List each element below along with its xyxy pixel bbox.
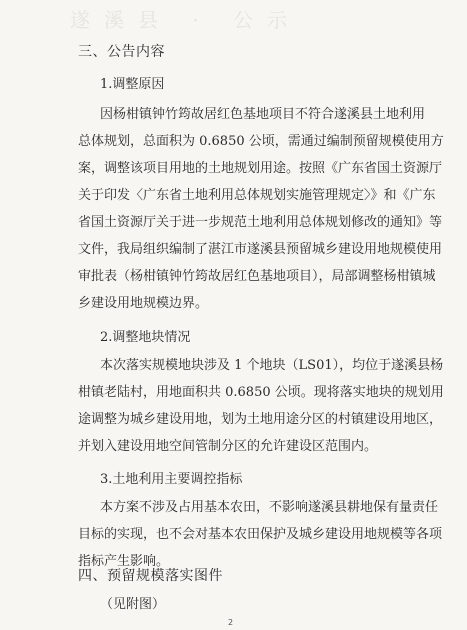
section-4-heading: 四、预留规模落实图件 [78, 568, 223, 584]
paragraph-line: 关于印发〈广东省土地利用总体规划实施管理规定〉》和《广东 [78, 188, 436, 203]
header-watermark: 遂溪县 · 公示 [70, 8, 302, 32]
paragraph-line: 因杨柑镇钟竹筠故居红色基地项目不符合遂溪县土地利用 [100, 107, 426, 122]
section-3-heading: 三、公告内容 [78, 44, 165, 60]
section-3-3-title: 3.土地利用主要调控指标 [100, 472, 243, 487]
paragraph-line: 指标产生影响。 [78, 554, 170, 569]
paragraph-line: 总体规划，总面积为 0.6850 公顷，需通过编制预留规模使用方 [78, 134, 444, 149]
section-3-2-title: 2.调整地块情况 [100, 330, 191, 345]
paragraph-line: 并划入建设用地空间管制分区的允许建设区范围内。 [78, 439, 378, 454]
section-3-1-title: 1.调整原因 [100, 77, 165, 92]
page-number: 2 [228, 618, 234, 627]
paragraph-line: 审批表（杨柑镇钟竹筠故居红色基地项目），局部调整杨柑镇城 [78, 269, 436, 284]
paragraph-line: 文件，我局组织编制了湛江市遂溪县预留城乡建设用地规模使用 [78, 242, 443, 257]
paragraph-line: 途调整为城乡建设用地，划为土地用途分区的村镇建设用地区， [78, 412, 443, 427]
paragraph-line: 乡建设用地规模边界。 [78, 296, 209, 311]
paragraph-line: 案，调整该项目用地的土地规划用途。按照《广东省国土资源厅 [78, 161, 443, 176]
paragraph-line: 本次落实规模地块涉及 1 个地块（LS01），均位于遂溪县杨 [100, 358, 444, 373]
paragraph-line: 目标的实现，也不会对基本农田保护及城乡建设用地规模等各项 [78, 527, 443, 542]
attachment-note: （见附图） [100, 597, 166, 612]
paragraph-line: 本方案不涉及占用基本农田，不影响遂溪县耕地保有量责任 [100, 500, 439, 515]
paragraph-line: 柑镇老陆村，用地面积共 0.6850 公顷。现将落实地块的规划用 [78, 385, 444, 400]
paragraph-line: 省国土资源厅关于进一步规范土地利用总体规划修改的通知》等 [78, 215, 443, 230]
